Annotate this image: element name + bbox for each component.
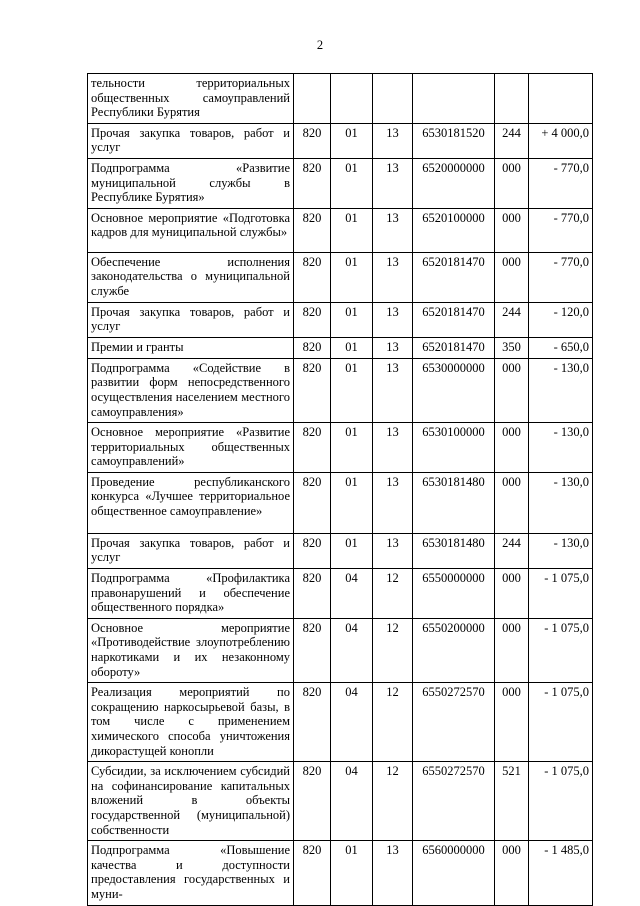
page-number: 2 — [316, 38, 324, 52]
row-name-cell: Реализация мероприятий по сокращению наркосырьевой базы, в том числе с применением химического способа уничтожения дикорастущей конопли — [88, 683, 294, 762]
target-article-cell: 6520181470 — [413, 252, 495, 302]
admin-code-cell: 820 — [294, 569, 331, 619]
target-article-cell: 6530100000 — [413, 423, 495, 473]
subsection-code-cell: 13 — [373, 423, 413, 473]
table-row — [88, 158, 593, 208]
row-name-cell: Прочая закупка товаров, работ и услуг — [88, 302, 294, 337]
subsection-code-cell: 13 — [373, 208, 413, 252]
expense-type-cell: 000 — [495, 569, 529, 619]
target-article-cell: 6520181470 — [413, 337, 495, 358]
section-code-cell: 01 — [331, 533, 373, 568]
row-name-cell: Основное мероприятие «Противодействие злоупотреблению наркотиками и их незаконному обороту» — [88, 618, 294, 682]
table-row — [88, 533, 593, 568]
expense-type-cell: 000 — [495, 158, 529, 208]
admin-code-cell: 820 — [294, 252, 331, 302]
section-code-cell: 04 — [331, 569, 373, 619]
amount-cell: - 770,0 — [529, 208, 593, 252]
subsection-code-cell: 13 — [373, 358, 413, 422]
row-name-cell: Подпрограмма «Развитие муниципальной службы в Республике Бурятия» — [88, 158, 294, 208]
admin-code-cell: 820 — [294, 472, 331, 533]
admin-code-cell: 820 — [294, 208, 331, 252]
table-row — [88, 252, 593, 302]
row-name-cell: Основное мероприятие «Развитие территориальных общественных самоуправлений» — [88, 423, 294, 473]
admin-code-cell: 820 — [294, 337, 331, 358]
amount-cell: - 1 075,0 — [529, 683, 593, 762]
section-code-cell: 01 — [331, 158, 373, 208]
table-row — [88, 208, 593, 252]
table-row — [88, 74, 593, 124]
row-name-cell: Основное мероприятие «Подготовка кадров для муниципальной службы» — [88, 208, 294, 252]
section-code-cell: 01 — [331, 302, 373, 337]
amount-cell — [529, 74, 593, 124]
table-row — [88, 472, 593, 533]
admin-code-cell: 820 — [294, 683, 331, 762]
row-name-cell: Субсидии, за исключением субсидий на софинансирование капитальных вложений в объекты государственной (муниципальной) собственности — [88, 762, 294, 841]
expense-type-cell: 000 — [495, 252, 529, 302]
subsection-code-cell: 12 — [373, 762, 413, 841]
subsection-code-cell: 13 — [373, 337, 413, 358]
section-code-cell: 01 — [331, 841, 373, 905]
expense-type-cell: 000 — [495, 208, 529, 252]
subsection-code-cell: 13 — [373, 252, 413, 302]
table-row — [88, 423, 593, 473]
subsection-code-cell: 13 — [373, 533, 413, 568]
section-code-cell: 01 — [331, 208, 373, 252]
expense-type-cell: 350 — [495, 337, 529, 358]
row-name-cell: Подпрограмма «Повышение качества и доступности предоставления государственных и муни- — [88, 841, 294, 905]
amount-cell: - 1 075,0 — [529, 618, 593, 682]
target-article-cell: 6520181470 — [413, 302, 495, 337]
subsection-code-cell: 13 — [373, 472, 413, 533]
expense-type-cell: 521 — [495, 762, 529, 841]
amount-cell: - 130,0 — [529, 423, 593, 473]
budget-table-body — [88, 74, 593, 906]
amount-cell: - 130,0 — [529, 358, 593, 422]
target-article-cell: 6550000000 — [413, 569, 495, 619]
amount-cell: - 770,0 — [529, 252, 593, 302]
section-code-cell: 04 — [331, 762, 373, 841]
row-name-cell: Прочая закупка товаров, работ и услуг — [88, 123, 294, 158]
table-row — [88, 762, 593, 841]
admin-code-cell: 820 — [294, 302, 331, 337]
table-row — [88, 337, 593, 358]
budget-table — [87, 73, 593, 906]
target-article-cell: 6520100000 — [413, 208, 495, 252]
row-name-cell: Прочая закупка товаров, работ и услуг — [88, 533, 294, 568]
row-name-cell: тельности территориальных общественных самоуправлений Республики Бурятия — [88, 74, 294, 124]
target-article-cell — [413, 74, 495, 124]
subsection-code-cell: 13 — [373, 123, 413, 158]
amount-cell: - 770,0 — [529, 158, 593, 208]
expense-type-cell — [495, 74, 529, 124]
table-row — [88, 123, 593, 158]
table-row — [88, 618, 593, 682]
target-article-cell: 6550200000 — [413, 618, 495, 682]
section-code-cell: 04 — [331, 683, 373, 762]
table-row — [88, 302, 593, 337]
admin-code-cell: 820 — [294, 762, 331, 841]
admin-code-cell: 820 — [294, 123, 331, 158]
row-name-cell: Подпрограмма «Профилактика правонарушений и обеспечение общественного порядка» — [88, 569, 294, 619]
section-code-cell — [331, 74, 373, 124]
expense-type-cell: 000 — [495, 472, 529, 533]
amount-cell: - 120,0 — [529, 302, 593, 337]
subsection-code-cell — [373, 74, 413, 124]
amount-cell: - 1 075,0 — [529, 762, 593, 841]
subsection-code-cell: 12 — [373, 569, 413, 619]
expense-type-cell: 244 — [495, 302, 529, 337]
section-code-cell: 01 — [331, 123, 373, 158]
table-row — [88, 683, 593, 762]
section-code-cell: 01 — [331, 423, 373, 473]
row-name-cell: Премии и гранты — [88, 337, 294, 358]
target-article-cell: 6530000000 — [413, 358, 495, 422]
subsection-code-cell: 13 — [373, 158, 413, 208]
admin-code-cell: 820 — [294, 618, 331, 682]
amount-cell: - 1 485,0 — [529, 841, 593, 905]
admin-code-cell: 820 — [294, 423, 331, 473]
table-row — [88, 358, 593, 422]
section-code-cell: 01 — [331, 472, 373, 533]
section-code-cell: 01 — [331, 337, 373, 358]
amount-cell: - 130,0 — [529, 533, 593, 568]
subsection-code-cell: 12 — [373, 618, 413, 682]
subsection-code-cell: 13 — [373, 841, 413, 905]
target-article-cell: 6560000000 — [413, 841, 495, 905]
amount-cell: + 4 000,0 — [529, 123, 593, 158]
expense-type-cell: 244 — [495, 123, 529, 158]
subsection-code-cell: 13 — [373, 302, 413, 337]
target-article-cell: 6530181480 — [413, 533, 495, 568]
target-article-cell: 6550272570 — [413, 683, 495, 762]
expense-type-cell: 000 — [495, 423, 529, 473]
expense-type-cell: 000 — [495, 358, 529, 422]
amount-cell: - 650,0 — [529, 337, 593, 358]
expense-type-cell: 000 — [495, 618, 529, 682]
section-code-cell: 01 — [331, 252, 373, 302]
amount-cell: - 130,0 — [529, 472, 593, 533]
target-article-cell: 6530181480 — [413, 472, 495, 533]
expense-type-cell: 000 — [495, 841, 529, 905]
admin-code-cell: 820 — [294, 533, 331, 568]
subsection-code-cell: 12 — [373, 683, 413, 762]
table-row — [88, 841, 593, 905]
table-row — [88, 569, 593, 619]
admin-code-cell: 820 — [294, 841, 331, 905]
row-name-cell: Обеспечение исполнения законодательства о муниципальной службе — [88, 252, 294, 302]
expense-type-cell: 000 — [495, 683, 529, 762]
section-code-cell: 01 — [331, 358, 373, 422]
target-article-cell: 6550272570 — [413, 762, 495, 841]
section-code-cell: 04 — [331, 618, 373, 682]
admin-code-cell: 820 — [294, 158, 331, 208]
row-name-cell: Подпрограмма «Содействие в развитии форм непосредственного осуществления населением местного самоуправления» — [88, 358, 294, 422]
target-article-cell: 6530181520 — [413, 123, 495, 158]
expense-type-cell: 244 — [495, 533, 529, 568]
target-article-cell: 6520000000 — [413, 158, 495, 208]
admin-code-cell: 820 — [294, 358, 331, 422]
admin-code-cell — [294, 74, 331, 124]
amount-cell: - 1 075,0 — [529, 569, 593, 619]
row-name-cell: Проведение республиканского конкурса «Лучшее территориальное общественное самоуправление» — [88, 472, 294, 533]
